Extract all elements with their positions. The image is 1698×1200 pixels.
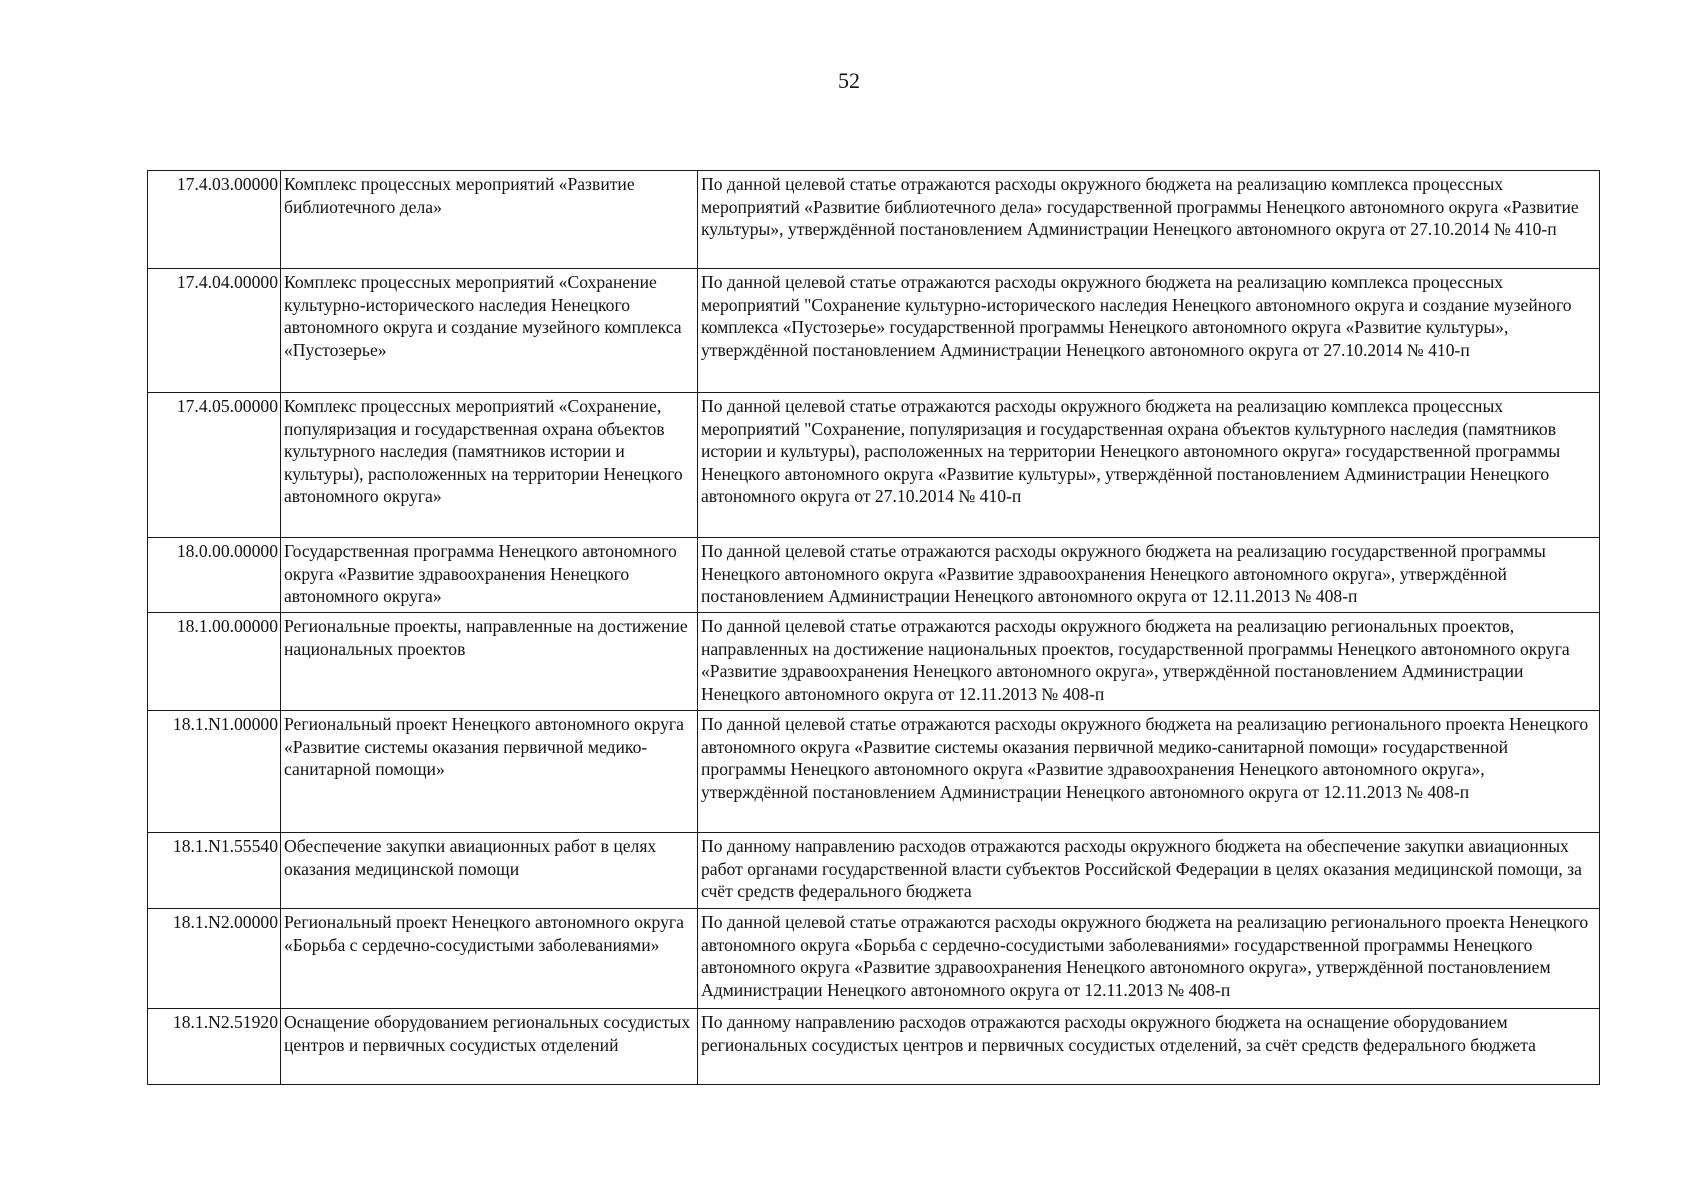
description-cell: По данной целевой статье отражаются расходы окружного бюджета на реализацию регионального проекта Ненецкого автономного округа «Борьба с сердечно-сосудистыми заболеваниями» государственной программы Ненецкого автономного округа «Развитие здравоохранения Ненецкого автономного округа», утверждённой постановлением Администрации Ненецкого автономного округа от 12.11.2013 № 408-п [698, 909, 1600, 1009]
code-cell: 17.4.05.00000 [148, 393, 281, 538]
name-cell: Обеспечение закупки авиационных работ в целях оказания медицинской помощи [281, 833, 698, 909]
budget-classification-table [147, 170, 1600, 1085]
code-cell: 17.4.03.00000 [148, 171, 281, 269]
table-row [148, 711, 1600, 833]
name-cell: Региональный проект Ненецкого автономного округа «Развитие системы оказания первичной медико-санитарной помощи» [281, 711, 698, 833]
description-cell: По данной целевой статье отражаются расходы окружного бюджета на реализацию комплекса процессных мероприятий "Сохранение, популяризация и государственная охрана объектов культурного наследия (памятников истории и культуры), расположенных на территории Ненецкого автономного округа» государственной программы Ненецкого автономного округа «Развитие культуры», утверждённой постановлением Администрации Ненецкого автономного округа от 27.10.2014 № 410-п [698, 393, 1600, 538]
code-cell: 18.1.N1.55540 [148, 833, 281, 909]
table-row [148, 1009, 1600, 1085]
description-cell: По данной целевой статье отражаются расходы окружного бюджета на реализацию регионального проекта Ненецкого автономного округа «Развитие системы оказания первичной медико-санитарной помощи» государственной программы Ненецкого автономного округа «Развитие здравоохранения Ненецкого автономного округа», утверждённой постановлением Администрации Ненецкого автономного округа от 12.11.2013 № 408-п [698, 711, 1600, 833]
code-cell: 17.4.04.00000 [148, 269, 281, 393]
code-cell: 18.1.00.00000 [148, 613, 281, 711]
table-row [148, 909, 1600, 1009]
description-cell: По данной целевой статье отражаются расходы окружного бюджета на реализацию комплекса процессных мероприятий «Развитие библиотечного дела» государственной программы Ненецкого автономного округа «Развитие культуры», утверждённой постановлением Администрации Ненецкого автономного округа от 27.10.2014 № 410-п [698, 171, 1600, 269]
table-row [148, 171, 1600, 269]
name-cell: Региональные проекты, направленные на достижение национальных проектов [281, 613, 698, 711]
name-cell: Комплекс процессных мероприятий «Сохранение, популяризация и государственная охрана объектов культурного наследия (памятников истории и культуры), расположенных на территории Ненецкого автономного округа» [281, 393, 698, 538]
description-cell: По данной целевой статье отражаются расходы окружного бюджета на реализацию комплекса процессных мероприятий "Сохранение культурно-исторического наследия Ненецкого автономного округа и создание музейного комплекса «Пустозерье» государственной программы Ненецкого автономного округа «Развитие культуры», утверждённой постановлением Администрации Ненецкого автономного округа от 27.10.2014 № 410-п [698, 269, 1600, 393]
description-cell: По данному направлению расходов отражаются расходы окружного бюджета на обеспечение закупки авиационных работ органами государственной власти субъектов Российской Федерации в целях оказания медицинской помощи, за счёт средств федерального бюджета [698, 833, 1600, 909]
code-cell: 18.1.N2.00000 [148, 909, 281, 1009]
table-row [148, 538, 1600, 613]
table-row [148, 613, 1600, 711]
description-cell: По данной целевой статье отражаются расходы окружного бюджета на реализацию региональных проектов, направленных на достижение национальных проектов, государственной программы Ненецкого автономного округа «Развитие здравоохранения Ненецкого автономного округа», утверждённой постановлением Администрации Ненецкого автономного округа от 12.11.2013 № 408-п [698, 613, 1600, 711]
description-cell: По данной целевой статье отражаются расходы окружного бюджета на реализацию государственной программы Ненецкого автономного округа «Развитие здравоохранения Ненецкого автономного округа», утверждённой постановлением Администрации Ненецкого автономного округа от 12.11.2013 № 408-п [698, 538, 1600, 613]
name-cell: Государственная программа Ненецкого автономного округа «Развитие здравоохранения Ненецкого автономного округа» [281, 538, 698, 613]
code-cell: 18.1.N1.00000 [148, 711, 281, 833]
code-cell: 18.1.N2.51920 [148, 1009, 281, 1085]
page-number: 52 [838, 68, 860, 93]
description-cell: По данному направлению расходов отражаются расходы окружного бюджета на оснащение оборудованием региональных сосудистых центров и первичных сосудистых отделений, за счёт средств федерального бюджета [698, 1009, 1600, 1085]
name-cell: Региональный проект Ненецкого автономного округа «Борьба с сердечно-сосудистыми заболеваниями» [281, 909, 698, 1009]
code-cell: 18.0.00.00000 [148, 538, 281, 613]
table-row [148, 269, 1600, 393]
name-cell: Оснащение оборудованием региональных сосудистых центров и первичных сосудистых отделений [281, 1009, 698, 1085]
name-cell: Комплекс процессных мероприятий «Развитие библиотечного дела» [281, 171, 698, 269]
table-row [148, 393, 1600, 538]
table-row [148, 833, 1600, 909]
name-cell: Комплекс процессных мероприятий «Сохранение культурно-исторического наследия Ненецкого автономного округа и создание музейного комплекса «Пустозерье» [281, 269, 698, 393]
